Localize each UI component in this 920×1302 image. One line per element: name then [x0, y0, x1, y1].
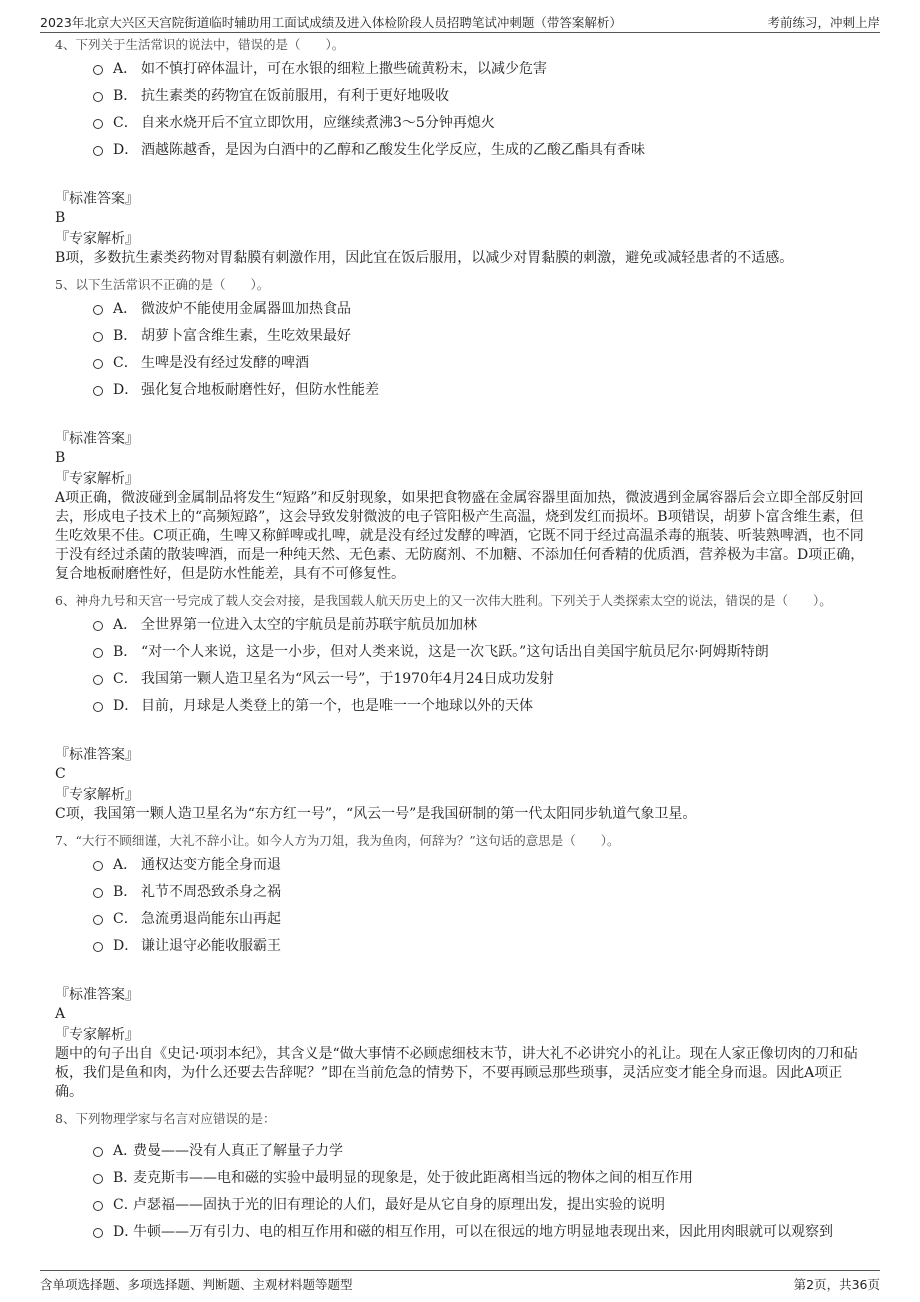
option-d[interactable] — [93, 697, 865, 715]
answer-value: B — [55, 450, 66, 466]
option-letter: B． — [113, 88, 138, 104]
option-letter: C． — [113, 671, 138, 687]
radio-icon[interactable] — [93, 621, 103, 631]
option-text: 通权达变方能全身而退 — [141, 857, 281, 873]
question-stem: 8、下列物理学家与名言对应错误的是： — [55, 1111, 276, 1126]
page-number: 第2页，共36页 — [793, 1277, 880, 1292]
question-5 — [55, 276, 865, 584]
option-letter: C． — [113, 911, 138, 927]
answer-label: 『标准答案』 — [55, 191, 139, 207]
radio-icon[interactable] — [93, 65, 103, 75]
option-d[interactable] — [93, 141, 865, 159]
option-b[interactable] — [93, 87, 865, 105]
radio-icon[interactable] — [93, 1201, 103, 1211]
question-stem: 6、神舟九号和天宫一号完成了载人交会对接，是我国载人航天历史上的又一次伟大胜利。下列关于人类探索太空的说法，错误的是（ ）。 — [55, 593, 832, 608]
page-footer — [40, 1270, 880, 1293]
analysis-label: 『专家解析』 — [55, 1027, 139, 1043]
option-text: 微波炉不能使用金属器皿加热食品 — [141, 301, 351, 317]
radio-icon[interactable] — [93, 861, 103, 871]
analysis-text: B项，多数抗生素类药物对胃黏膜有刺激作用，因此宜在饭后服用，以减少对胃黏膜的刺激，避免或减轻患者的不适感。 — [55, 250, 794, 266]
analysis-text: A项正确，微波碰到金属制品将发生“短路”和反射现象，如果把食物盛在金属容器里面加热，微波遇到金属容器后会立即全部反射回去，形成电子技术上的“高频短路”，这会导致发射微波的电子管阳极产生高温，烧到发红而损坏。B项错误，胡萝卜富含维生素，但生吃效果不佳。C项正确，生啤又称鲜啤或扎啤，就是没有经过发酵的啤酒，它既不同于经过高温杀毒的瓶装、听装熟啤酒，也不同于没有经过杀菌的散装啤酒，而是一种纯天然、无色素、无防腐剂、不加糖、不添加任何香精的优质酒，营养极为丰富。D项正确，复合地板耐磨性好，但是防水性能差，具有不可修复性。 — [55, 490, 865, 582]
option-d[interactable] — [93, 1223, 865, 1241]
question-types-note: 含单项选择题、多项选择题、判断题、主观材料题等题型 — [40, 1277, 353, 1292]
option-letter: B． — [113, 328, 138, 344]
option-text: “对一个人来说，这是一小步，但对人类来说，这是一次飞跃。”这句话出自美国宇航员尼尔·阿姆斯特朗 — [141, 644, 769, 660]
radio-icon[interactable] — [93, 675, 103, 685]
answer-label: 『标准答案』 — [55, 747, 139, 763]
option-b[interactable] — [93, 643, 865, 661]
option-letter: B． — [113, 884, 138, 900]
question-4 — [55, 36, 865, 268]
option-text: 如不慎打碎体温计，可在水银的细粒上撒些硫黄粉末，以减少危害 — [141, 61, 547, 77]
option-c[interactable] — [93, 114, 865, 132]
answer-value: C — [55, 766, 66, 782]
option-letter: A． — [113, 857, 138, 873]
option-text: 生啤是没有经过发酵的啤酒 — [141, 355, 309, 371]
option-text: 酒越陈越香，是因为白酒中的乙醇和乙酸发生化学反应，生成的乙酸乙酯具有香味 — [141, 142, 645, 158]
answer-value: A — [55, 1006, 66, 1022]
option-letter: A． — [113, 617, 138, 633]
option-text: 谦让退守必能收服霸王 — [141, 938, 281, 954]
option-text: 胡萝卜富含维生素，生吃效果最好 — [141, 328, 351, 344]
question-stem: 5、以下生活常识不正确的是（ ）。 — [55, 277, 270, 292]
option-letter: A． — [113, 301, 138, 317]
analysis-text: 题中的句子出自《史记·项羽本纪》，其含义是“做大事情不必顾虑细枝末节，讲大礼不必讲究小的礼让。现在人家正像切肉的刀和砧板，我们是鱼和肉，为什么还要去告辞呢？”即在当前危急的情势下，不要再顾忌那些琐事，灵活应变才能全身而退。因此A项正确。 — [55, 1046, 858, 1100]
question-6 — [55, 592, 865, 824]
question-stem: 4、下列关于生活常识的说法中，错误的是（ ）。 — [55, 37, 345, 52]
analysis-label: 『专家解析』 — [55, 787, 139, 803]
radio-icon[interactable] — [93, 648, 103, 658]
option-list — [93, 1142, 865, 1241]
radio-icon[interactable] — [93, 1228, 103, 1238]
analysis-text: C项，我国第一颗人造卫星名为“东方红一号”，“风云一号”是我国研制的第一代太阳同步轨道气象卫星。 — [55, 806, 697, 822]
document-body — [55, 36, 865, 1250]
answer-label: 『标准答案』 — [55, 987, 139, 1003]
answer-label: 『标准答案』 — [55, 431, 139, 447]
radio-icon[interactable] — [93, 1174, 103, 1184]
option-d[interactable] — [93, 381, 865, 399]
option-text: 强化复合地板耐磨性好，但防水性能差 — [141, 382, 379, 398]
option-text: 全世界第一位进入太空的宇航员是前苏联宇航员加加林 — [141, 617, 477, 633]
option-a[interactable] — [93, 300, 865, 318]
radio-icon[interactable] — [93, 119, 103, 129]
option-b[interactable] — [93, 883, 865, 901]
answer-value: B — [55, 210, 66, 226]
option-text: 急流勇退尚能东山再起 — [141, 911, 281, 927]
radio-icon[interactable] — [93, 702, 103, 712]
option-c[interactable] — [93, 354, 865, 372]
radio-icon[interactable] — [93, 146, 103, 156]
header-slogan: 考前练习，冲刺上岸 — [767, 15, 880, 30]
option-text: 麦克斯韦——电和磁的实验中最明显的现象是，处于彼此距离相当远的物体之间的相互作用 — [133, 1170, 693, 1186]
option-list — [93, 616, 865, 715]
option-c[interactable] — [93, 910, 865, 928]
radio-icon[interactable] — [93, 915, 103, 925]
option-list — [93, 300, 865, 399]
radio-icon[interactable] — [93, 386, 103, 396]
radio-icon[interactable] — [93, 359, 103, 369]
option-a[interactable] — [93, 1142, 865, 1160]
option-text: 牛顿——万有引力、电的相互作用和磁的相互作用，可以在很远的地方明显地表现出来，因此用肉眼就可以观察到 — [133, 1224, 833, 1240]
analysis-label: 『专家解析』 — [55, 231, 139, 247]
option-text: 我国第一颗人造卫星名为“风云一号”，于1970年4月24日成功发射 — [141, 671, 554, 687]
option-text: 目前，月球是人类登上的第一个，也是唯一一个地球以外的天体 — [141, 698, 533, 714]
option-letter: D． — [113, 1224, 139, 1240]
option-text: 费曼——没有人真正了解量子力学 — [133, 1143, 343, 1159]
radio-icon[interactable] — [93, 92, 103, 102]
option-text: 抗生素类的药物宜在饭前服用，有利于更好地吸收 — [141, 88, 449, 104]
radio-icon[interactable] — [93, 305, 103, 315]
option-letter: C． — [113, 1197, 138, 1213]
option-letter: C． — [113, 355, 138, 371]
option-b[interactable] — [93, 1169, 865, 1187]
option-letter: B． — [113, 1170, 138, 1186]
question-8 — [55, 1110, 865, 1241]
radio-icon[interactable] — [93, 942, 103, 952]
option-letter: D． — [113, 382, 139, 398]
option-letter: D． — [113, 938, 139, 954]
option-a[interactable] — [93, 616, 865, 634]
option-letter: D． — [113, 142, 139, 158]
radio-icon[interactable] — [93, 332, 103, 342]
option-letter: A． — [113, 1143, 138, 1159]
option-b[interactable] — [93, 327, 865, 345]
option-letter: B． — [113, 644, 138, 660]
option-a[interactable] — [93, 60, 865, 78]
radio-icon[interactable] — [93, 888, 103, 898]
option-letter: A． — [113, 61, 138, 77]
option-text: 卢瑟福——固执于光的旧有理论的人们，最好是从它自身的原理出发，提出实验的说明 — [133, 1197, 665, 1213]
page-header — [40, 10, 880, 33]
analysis-label: 『专家解析』 — [55, 471, 139, 487]
option-c[interactable] — [93, 1196, 865, 1214]
option-d[interactable] — [93, 937, 865, 955]
question-stem: 7、“大行不顾细谨，大礼不辞小让。如今人方为刀俎，我为鱼肉，何辞为？”这句话的意思是（ ）。 — [55, 833, 620, 848]
option-letter: C． — [113, 115, 138, 131]
option-a[interactable] — [93, 856, 865, 874]
option-text: 礼节不周恐致杀身之祸 — [141, 884, 281, 900]
document-title: 2023年北京大兴区天宫院街道临时辅助用工面试成绩及进入体检阶段人员招聘笔试冲刺题（带答案解析） — [40, 15, 622, 30]
radio-icon[interactable] — [93, 1147, 103, 1157]
option-letter: D． — [113, 698, 139, 714]
option-text: 自来水烧开后不宜立即饮用，应继续煮沸3～5分钟再熄火 — [141, 115, 495, 131]
option-list — [93, 60, 865, 159]
option-list — [93, 856, 865, 955]
option-c[interactable] — [93, 670, 865, 688]
question-7 — [55, 832, 865, 1102]
